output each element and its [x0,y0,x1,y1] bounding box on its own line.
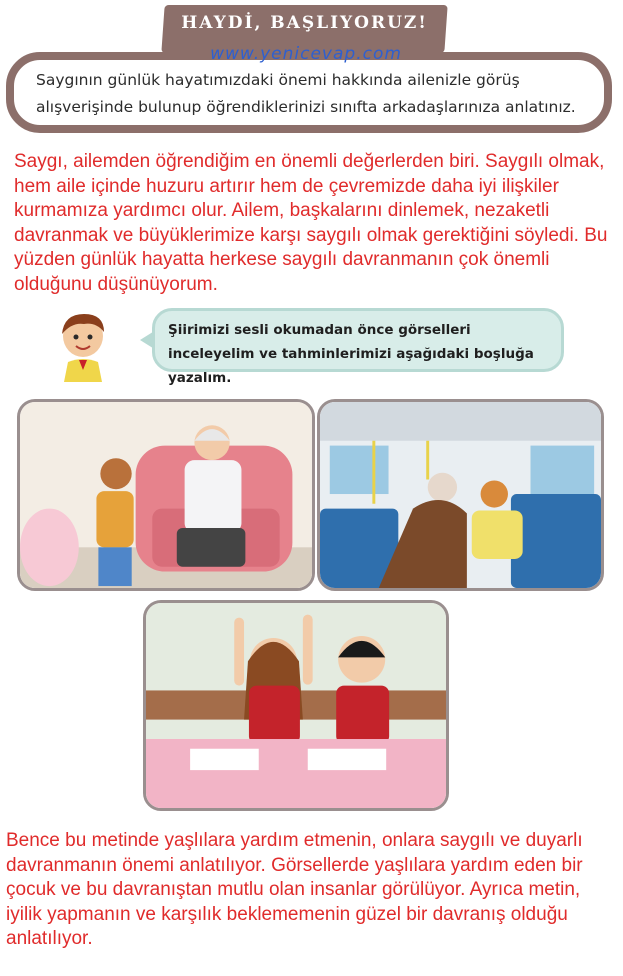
answer-paragraph-1: Saygı, ailemden öğrendiğim en önemli değerlerden biri. Saygılı olmak, hem aile içinde huzuru artırır hem de çevremizde daha iyi ilişkiler kurmamıza yardımcı olur. Ailem, başkalarını dinlemek, nezaketli davranmak ve büyüklerimize karşı saygılı olmak gerektiğini söyledi. Bu yüzden günlük hayatta herkese saygılı davranmanın çok önemli olduğunu düşünüyorum. [14,151,608,295]
watermark: www.yenicevap.com [210,44,402,64]
answer-paragraph-2: Bence bu metinde yaşlılara yardım etmenin, onlara saygılı ve duyarlı davranmanın önemi anlatılıyor. Görsellerde yaşlılara yardım eden bir çocuk ve bu davranıştan mutlu olan insanlar görülüyor. Ayrıca metin, iyilik yapmanın ve karşılık beklememenin güzel bir davranış olduğu anlatılıyor. [6,830,583,949]
illustration-classroom [143,600,449,811]
illustration-grandfather [17,399,315,591]
bubble-text: Şiirimizi sesli okumadan önce görselleri inceleyelim ve tahminlerimizi aşağıdaki boşluğa yazalım. [168,322,534,386]
banner-title: HAYDİ, BAŞLIYORUZ! [181,13,428,33]
intro-text: Saygının günlük hayatımızdaki önemi hakkında ailenizle görüş alışverişinde bulunup öğrendiklerinizi sınıfta arkadaşlarınıza anlatınız. [36,71,576,116]
illustration-bus [317,399,604,591]
child-character-icon [52,310,114,382]
